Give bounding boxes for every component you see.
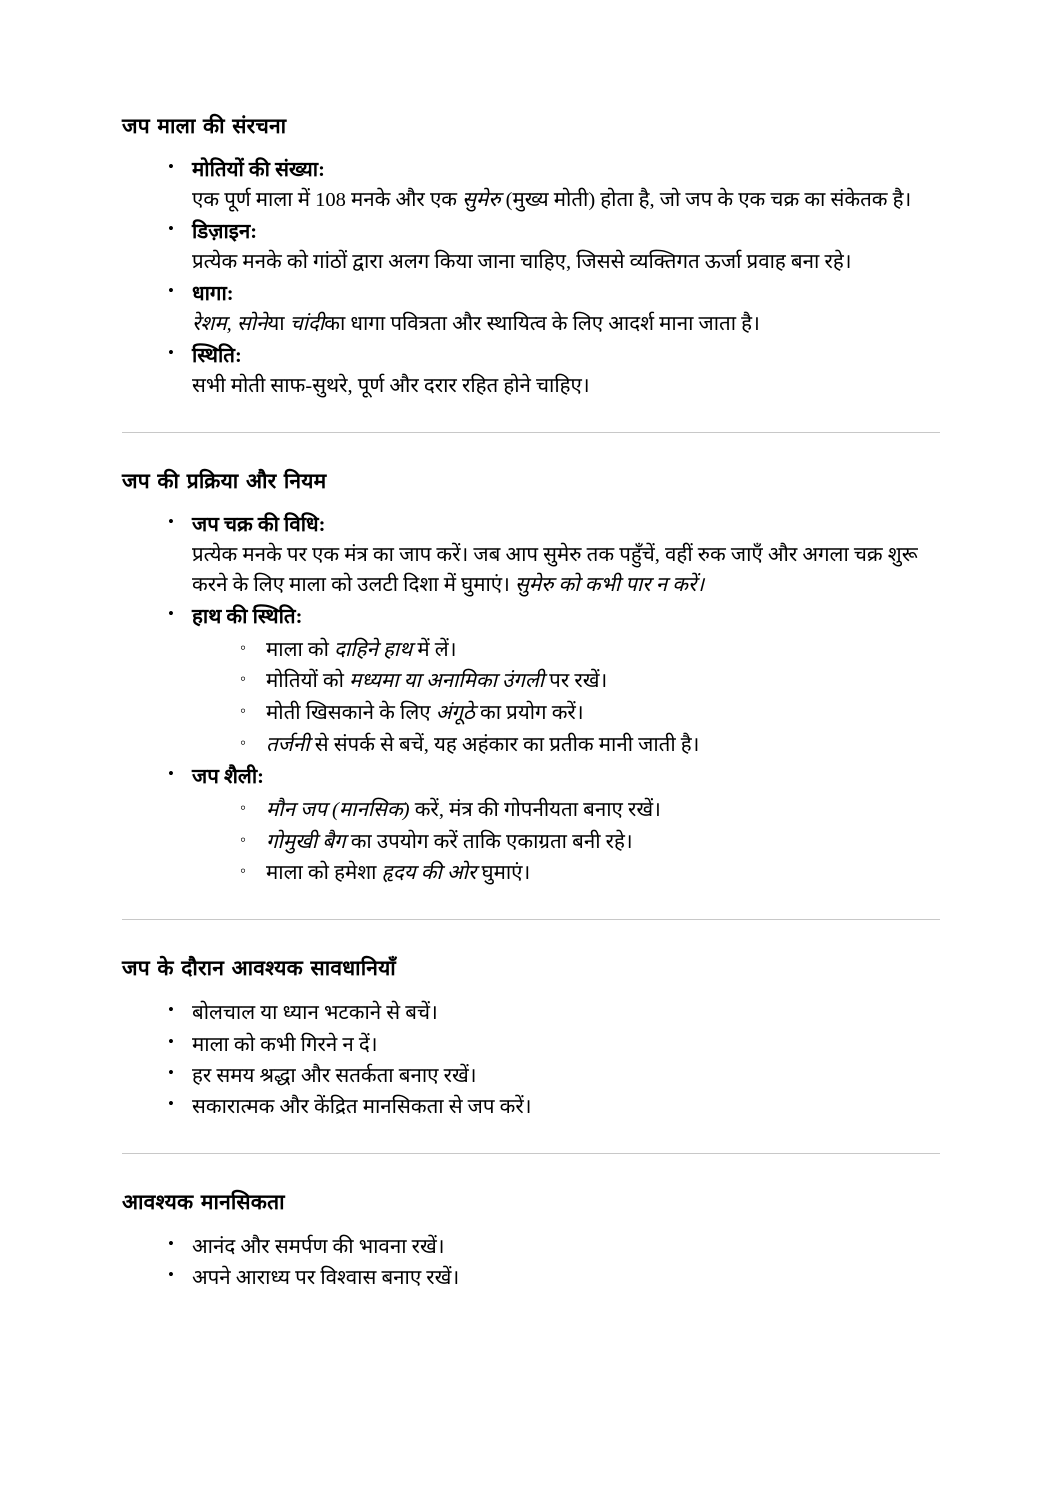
sub-list-item: ◦ माला को दाहिने हाथ में लें।	[240, 635, 940, 666]
section-title: जप के दौरान आवश्यक सावधानियाँ	[122, 956, 396, 981]
list-item: • हर समय श्रद्धा और सतर्कता बनाए रखें।	[168, 1061, 940, 1092]
section-precautions	[122, 954, 940, 1123]
list-item: • बोलचाल या ध्यान भटकाने से बचें।	[168, 998, 940, 1029]
list-item	[168, 763, 940, 889]
section-divider	[122, 1153, 940, 1154]
list-item: • आनंद और समर्पण की भावना रखें।	[168, 1232, 940, 1263]
section-title: जप की प्रक्रिया और नियम	[122, 468, 327, 493]
section-divider	[122, 432, 940, 433]
bullet-list	[122, 511, 940, 889]
list-item: • अपने आराध्य पर विश्वास बनाए रखें।	[168, 1263, 940, 1294]
list-item	[168, 511, 940, 601]
list-item-body: प्रत्येक मनके को गांठों द्वारा अलग किया जाना चाहिए, जिससे व्यक्तिगत ऊर्जा प्रवाह बना रहे।	[192, 251, 852, 274]
list-item-lead: जप चक्र की विधि:	[192, 514, 326, 536]
list-item	[168, 342, 940, 402]
sub-list-item: ◦ मोती खिसकाने के लिए अंगूठे का प्रयोग करें।	[240, 698, 940, 729]
section-mindset	[122, 1188, 940, 1295]
list-item-lead: धागा:	[192, 283, 234, 305]
sub-list-item: ◦ माला को हमेशा हृदय की ओर घुमाएं।	[240, 858, 940, 889]
list-item: • सकारात्मक और केंद्रित मानसिकता से जप करें।	[168, 1092, 940, 1123]
list-item-body: एक पूर्ण माला में 108 मनके और एक सुमेरु (मुख्य मोती) होता है, जो जप के एक चक्र का संकेतक है।	[192, 189, 912, 212]
bullet-list	[122, 156, 940, 401]
section-divider	[122, 919, 940, 920]
section-mala-structure	[122, 112, 940, 402]
list-item-lead: हाथ की स्थिति:	[192, 605, 303, 628]
sub-list-item: ◦ तर्जनी से संपर्क से बचें, यह अहंकार का प्रतीक मानी जाती है।	[240, 730, 940, 761]
sub-list-item: ◦ मोतियों को मध्यमा या अनामिका उंगली पर रखें।	[240, 666, 940, 697]
section-jap-process	[122, 467, 940, 889]
list-item	[168, 156, 940, 216]
section-title: आवश्यक मानसिकता	[122, 1189, 285, 1214]
list-item-lead: स्थिति:	[192, 344, 242, 367]
sub-list-item: ◦ मौन जप (मानसिक) करें, मंत्र की गोपनीयता बनाए रखें।	[240, 795, 940, 826]
bullet-list	[122, 1232, 940, 1294]
list-item-body: सभी मोती साफ-सुथरे, पूर्ण और दरार रहित होने चाहिए।	[192, 374, 590, 397]
list-item-lead: मोतियों की संख्या:	[192, 159, 325, 182]
list-item-lead: डिज़ाइन:	[192, 221, 258, 244]
list-item-body: प्रत्येक मनके पर एक मंत्र का जाप करें। जब आप सुमेरु तक पहुँचें, वहीं रुक जाएँ और अगला चक्र शुरू करने के लिए माला को उलटी दिशा में घुमाएं। सुमेरु को कभी पार न करें।	[192, 544, 918, 596]
list-item-body: रेशम, सोनेया चांदीका धागा पवित्रता और स्थायित्व के लिए आदर्श माना जाता है।	[192, 313, 760, 336]
sub-bullet-list	[192, 795, 940, 889]
list-item: • माला को कभी गिरने न दें।	[168, 1030, 940, 1061]
bullet-list	[122, 998, 940, 1123]
list-item-lead: जप शैली:	[192, 765, 264, 788]
list-item	[168, 603, 940, 761]
sub-bullet-list	[192, 635, 940, 761]
section-title: जप माला की संरचना	[122, 114, 287, 138]
list-item	[168, 280, 940, 340]
list-item	[168, 218, 940, 278]
sub-list-item: ◦ गोमुखी बैग का उपयोग करें ताकि एकाग्रता बनी रहे।	[240, 827, 940, 858]
